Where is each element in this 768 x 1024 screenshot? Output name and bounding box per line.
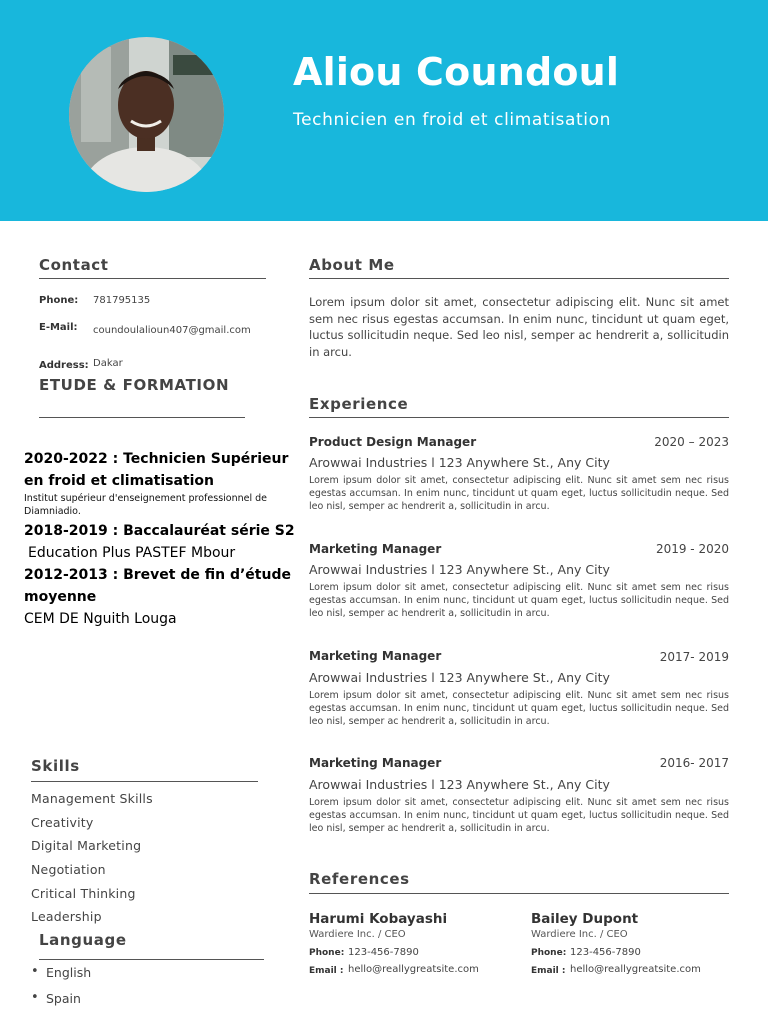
education-heading: ETUDE & FORMATION [39,376,230,394]
about-text: Lorem ipsum dolor sit amet, consectetur adipiscing elit. Nunc sit amet sem nec risus egestas accumsan. In enim nunc, tincidunt ut quam eget, luctus sollicitudin neque. Sed leo nisl, semper ac hendrerit a, sollicitudin in arcu. [309,295,729,359]
skill-item: Digital Marketing [31,838,142,853]
education-item-institution: CEM DE Nguith Louga [24,611,177,627]
experience-heading: Experience [309,395,409,413]
contact-phone: 781795135 [93,295,151,306]
candidate-job-title: Technicien en froid et climatisation [293,110,611,130]
skill-item: Critical Thinking [31,886,136,901]
language-heading: Language [39,931,127,949]
education-divider [39,417,245,418]
job-company: Arowwai Industries l 123 Anywhere St., Any City [309,562,610,577]
skills-divider [31,781,258,782]
about-heading: About Me [309,256,395,274]
contact-phone-label: Phone: [39,295,79,306]
education-item-title: 2012-2013 : Brevet de fin d’étude moyenne [24,567,291,605]
job-description: Lorem ipsum dolor sit amet, consectetur adipiscing elit. Nunc sit amet sem nec risus egestas accumsan. In enim nunc, tincidunt ut quam eget, luctus sollicitudin neque. Sed leo nisl, semper ac hendrerit a, sollicitudin in arcu. [309,690,729,727]
profile-photo-image [69,37,224,192]
contact-heading: Contact [39,256,109,274]
reference-name: Harumi Kobayashi [309,911,448,927]
job-description: Lorem ipsum dolor sit amet, consectetur adipiscing elit. Nunc sit amet sem nec risus egestas accumsan. In enim nunc, tincidunt ut quam eget, luctus sollicitudin neque. Sed leo nisl, semper ac hendrerit a, sollicitudin in arcu. [309,475,729,512]
about-divider [309,278,729,279]
skill-item: Negotiation [31,862,106,877]
contact-email: coundoulalioun407@gmail.com [93,325,251,336]
job-years: 2016- 2017 [659,756,729,770]
job-role: Product Design Manager [309,435,477,449]
reference-email-label: Email : [531,966,566,976]
job-role: Marketing Manager [309,542,442,556]
job-company: Arowwai Industries l 123 Anywhere St., Any City [309,455,610,470]
references-divider [309,893,729,894]
language-item: • English [46,965,91,980]
reference-company: Wardiere Inc. / CEO [309,929,406,940]
reference-email: hello@reallygreatsite.com [348,964,479,975]
profile-photo [69,37,224,192]
job-years: 2019 - 2020 [655,542,729,556]
skill-item: Creativity [31,815,94,830]
reference-email: hello@reallygreatsite.com [570,964,701,975]
education-item-institution: Education Plus PASTEF Mbour [28,545,236,561]
job-description: Lorem ipsum dolor sit amet, consectetur adipiscing elit. Nunc sit amet sem nec risus egestas accumsan. In enim nunc, tincidunt ut quam eget, luctus sollicitudin neque. Sed leo nisl, semper ac hendrerit a, sollicitudin in arcu. [309,797,729,834]
contact-divider [39,278,266,279]
reference-phone: 123-456-7890 [348,947,419,958]
job-years: 2020 – 2023 [654,435,729,449]
job-description: Lorem ipsum dolor sit amet, consectetur adipiscing elit. Nunc sit amet sem nec risus egestas accumsan. In enim nunc, tincidunt ut quam eget, luctus sollicitudin neque. Sed leo nisl, semper ac hendrerit a, sollicitudin in arcu. [309,582,729,619]
education-item-title: 2018-2019 : Baccalauréat série S2 [24,523,295,539]
job-company: Arowwai Industries l 123 Anywhere St., Any City [309,670,610,685]
reference-phone-label: Phone: [309,948,345,958]
candidate-name: Aliou Coundoul [293,50,620,94]
reference-company: Wardiere Inc. / CEO [531,929,628,940]
reference-phone-label: Phone: [531,948,567,958]
job-company: Arowwai Industries l 123 Anywhere St., Any City [309,777,610,792]
education-item-title: 2020-2022 : Technicien Supérieur en froid et climatisation [24,451,289,489]
references-heading: References [309,870,410,888]
reference-name: Bailey Dupont [531,911,639,927]
contact-address-label: Address: [39,360,89,371]
reference-phone: 123-456-7890 [570,947,641,958]
reference-email-label: Email : [309,966,344,976]
skill-item: Leadership [31,909,102,924]
skills-heading: Skills [31,757,80,775]
language-divider [39,959,264,960]
experience-divider [309,417,729,418]
job-role: Marketing Manager [309,756,442,770]
education-item-institution: Institut supérieur d'enseignement professionnel de Diamniadio. [24,493,268,517]
skill-item: Management Skills [31,791,153,806]
job-years: 2017- 2019 [659,650,729,664]
contact-address: Dakar [93,358,123,369]
contact-email-label: E-Mail: [39,322,78,333]
language-item: • Spain [46,991,81,1006]
job-role: Marketing Manager [309,649,442,663]
